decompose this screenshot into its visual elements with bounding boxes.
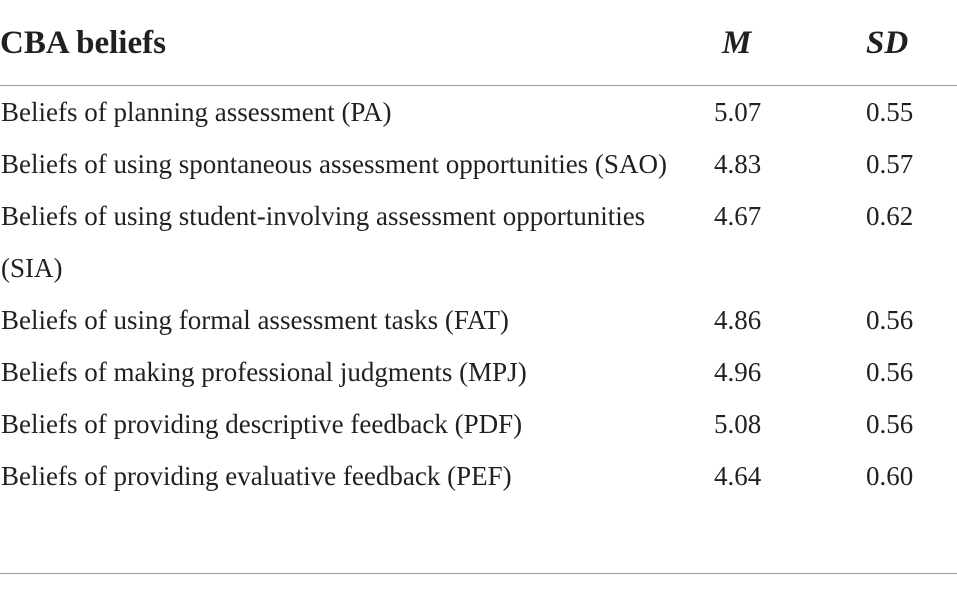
- row-label: Beliefs of using formal assessment tasks (FAT): [1, 305, 509, 335]
- row-sd: 0.55: [866, 97, 914, 127]
- row-sd: 0.57: [866, 149, 914, 179]
- header-mean: M: [722, 25, 752, 61]
- row-mean: 4.83: [714, 149, 762, 179]
- table-bottom-rule: [0, 573, 957, 574]
- table-header: [0, 0, 957, 86]
- row-label: Beliefs of providing descriptive feedback (PDF): [1, 409, 523, 439]
- header-cba-beliefs: CBA beliefs: [0, 25, 166, 61]
- row-mean: 4.64: [714, 461, 762, 491]
- table-row: [0, 86, 957, 138]
- table-row: [0, 138, 957, 190]
- row-sd: 0.56: [866, 305, 914, 335]
- row-sd: 0.56: [866, 357, 914, 387]
- row-mean: 5.07: [714, 97, 762, 127]
- row-label: Beliefs of using student-involving assessment opportunities (SIA): [1, 201, 646, 283]
- row-mean: 5.08: [714, 409, 762, 439]
- row-label: Beliefs of using spontaneous assessment opportunities (SAO): [1, 149, 667, 179]
- row-label: Beliefs of making professional judgments (MPJ): [1, 357, 527, 387]
- row-sd: 0.60: [866, 461, 914, 491]
- row-label: Beliefs of providing evaluative feedback (PEF): [1, 461, 512, 491]
- header-standard-deviation: SD: [866, 25, 909, 61]
- table-row: [0, 450, 957, 502]
- table-row: [0, 346, 957, 398]
- row-sd: 0.56: [866, 409, 914, 439]
- table-row: [0, 398, 957, 450]
- row-mean: 4.86: [714, 305, 762, 335]
- row-sd: 0.62: [866, 201, 914, 231]
- row-mean: 4.67: [714, 201, 762, 231]
- table-body: [0, 86, 957, 502]
- row-mean: 4.96: [714, 357, 762, 387]
- table-row: [0, 190, 957, 294]
- table-row: [0, 294, 957, 346]
- row-label: Beliefs of planning assessment (PA): [1, 97, 392, 127]
